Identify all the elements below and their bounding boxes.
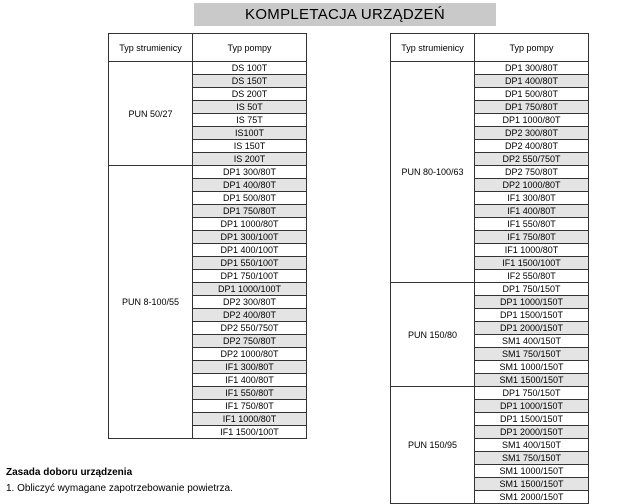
equipment-table-left xyxy=(108,33,307,439)
pump-type-cell: DS 200T xyxy=(193,88,307,101)
pump-type-cell: DP1 300/100T xyxy=(193,231,307,244)
pump-type-cell: DP2 300/80T xyxy=(193,296,307,309)
pump-type-cell: IF1 550/80T xyxy=(475,218,589,231)
pump-type-cell: DP1 400/80T xyxy=(475,75,589,88)
pump-type-cell: IS 200T xyxy=(193,153,307,166)
pump-type-cell: DP1 750/80T xyxy=(193,205,307,218)
table-row xyxy=(391,387,589,400)
pump-type-cell: DP2 750/80T xyxy=(475,166,589,179)
ejector-type-cell: PUN 8-100/55 xyxy=(109,166,193,439)
table-row xyxy=(391,62,589,75)
pump-type-cell: DP2 300/80T xyxy=(475,127,589,140)
pump-type-cell: SM1 400/150T xyxy=(475,335,589,348)
ejector-type-cell: PUN 150/80 xyxy=(391,283,475,387)
pump-type-cell: IF1 300/80T xyxy=(475,192,589,205)
pump-type-cell: DP2 1000/80T xyxy=(193,348,307,361)
pump-type-cell: DP1 1000/150T xyxy=(475,400,589,413)
selection-step-1: 1. Obliczyć wymagane zapotrzebowanie powietrza. xyxy=(6,483,233,494)
pump-type-cell: IF1 1500/100T xyxy=(475,257,589,270)
pump-type-cell: DP1 2000/150T xyxy=(475,426,589,439)
pump-type-cell: DP1 500/80T xyxy=(193,192,307,205)
table-row xyxy=(109,166,307,179)
pump-type-cell: SM1 1500/150T xyxy=(475,478,589,491)
pump-type-cell: IF1 1000/80T xyxy=(475,244,589,257)
pump-type-cell: SM1 1500/150T xyxy=(475,374,589,387)
header-pump-type: Typ pompy xyxy=(475,34,589,62)
pump-type-cell: DP2 550/750T xyxy=(475,153,589,166)
pump-type-cell: IF1 1500/100T xyxy=(193,426,307,439)
pump-type-cell: IF1 300/80T xyxy=(193,361,307,374)
pump-type-cell: DP1 300/80T xyxy=(475,62,589,75)
pump-type-cell: DP1 750/150T xyxy=(475,387,589,400)
equipment-table-right xyxy=(390,33,589,504)
pump-type-cell: DP1 400/100T xyxy=(193,244,307,257)
pump-type-cell: DS 150T xyxy=(193,75,307,88)
pump-type-cell: IF1 400/80T xyxy=(475,205,589,218)
pump-type-cell: DP2 750/80T xyxy=(193,335,307,348)
pump-type-cell: IF1 550/80T xyxy=(193,387,307,400)
pump-type-cell: SM1 750/150T xyxy=(475,452,589,465)
pump-type-cell: DP2 1000/80T xyxy=(475,179,589,192)
pump-type-cell: IF1 750/80T xyxy=(475,231,589,244)
ejector-type-cell: PUN 80-100/63 xyxy=(391,62,475,283)
pump-type-cell: IS 75T xyxy=(193,114,307,127)
pump-type-cell: DP1 750/150T xyxy=(475,283,589,296)
pump-type-cell: DP1 400/80T xyxy=(193,179,307,192)
header-ejector-type: Typ strumienicy xyxy=(391,34,475,62)
ejector-type-cell: PUN 50/27 xyxy=(109,62,193,166)
pump-type-cell: IF1 400/80T xyxy=(193,374,307,387)
header-pump-type: Typ pompy xyxy=(193,34,307,62)
table-row xyxy=(391,283,589,296)
pump-type-cell: DP1 1000/80T xyxy=(193,218,307,231)
pump-type-cell: IS 150T xyxy=(193,140,307,153)
pump-type-cell: DP1 1000/150T xyxy=(475,296,589,309)
table-row xyxy=(109,62,307,75)
pump-type-cell: SM1 1000/150T xyxy=(475,361,589,374)
pump-type-cell: DP2 400/80T xyxy=(193,309,307,322)
pump-type-cell: DS 100T xyxy=(193,62,307,75)
pump-type-cell: DP2 400/80T xyxy=(475,140,589,153)
pump-type-cell: DP1 1000/100T xyxy=(193,283,307,296)
pump-type-cell: DP2 550/750T xyxy=(193,322,307,335)
pump-type-cell: IF1 1000/80T xyxy=(193,413,307,426)
pump-type-cell: DP1 750/100T xyxy=(193,270,307,283)
pump-type-cell: SM1 750/150T xyxy=(475,348,589,361)
pump-type-cell: DP1 500/80T xyxy=(475,88,589,101)
pump-type-cell: DP1 550/100T xyxy=(193,257,307,270)
pump-type-cell: DP1 2000/150T xyxy=(475,322,589,335)
ejector-type-cell: PUN 150/95 xyxy=(391,387,475,504)
pump-type-cell: IS 50T xyxy=(193,101,307,114)
pump-type-cell: IF2 550/80T xyxy=(475,270,589,283)
pump-type-cell: DP1 1500/150T xyxy=(475,413,589,426)
pump-type-cell: SM1 1000/150T xyxy=(475,465,589,478)
pump-type-cell: DP1 750/80T xyxy=(475,101,589,114)
pump-type-cell: DP1 300/80T xyxy=(193,166,307,179)
pump-type-cell: DP1 1500/150T xyxy=(475,309,589,322)
pump-type-cell: IF1 750/80T xyxy=(193,400,307,413)
header-ejector-type: Typ strumienicy xyxy=(109,34,193,62)
selection-principle-heading: Zasada doboru urządzenia xyxy=(6,467,133,478)
page-title: KOMPLETACJA URZĄDZEŃ xyxy=(194,3,496,26)
pump-type-cell: DP1 1000/80T xyxy=(475,114,589,127)
pump-type-cell: SM1 2000/150T xyxy=(475,491,589,504)
pump-type-cell: IS100T xyxy=(193,127,307,140)
pump-type-cell: SM1 400/150T xyxy=(475,439,589,452)
